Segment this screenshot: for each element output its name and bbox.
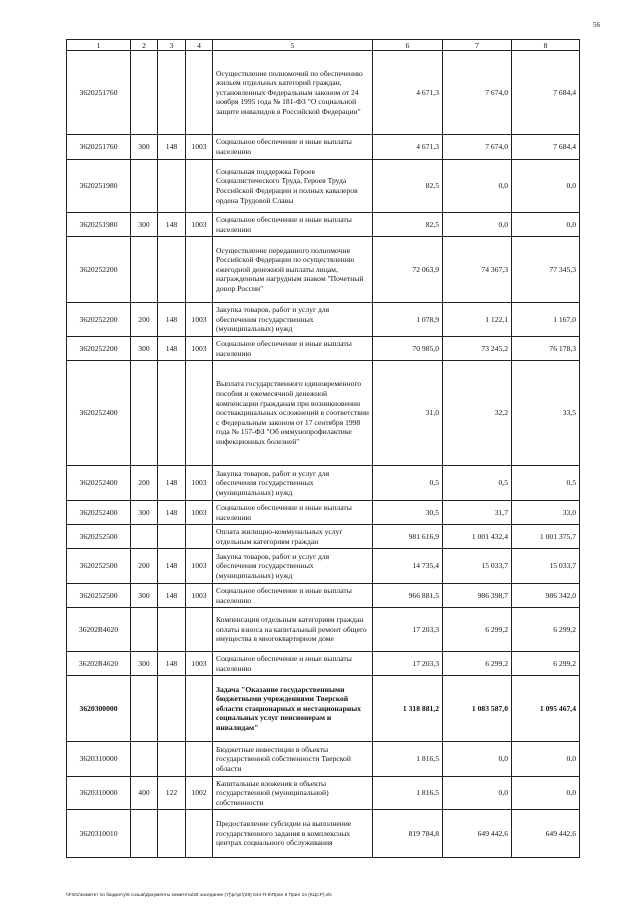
target-article-code-cell: 3620252400 <box>67 361 131 466</box>
target-article-code-cell: 3620310000 <box>67 777 131 810</box>
description-cell: Социальное обеспечение и иные выплаты населению <box>213 337 373 361</box>
section-code-cell <box>186 361 213 466</box>
description-cell: Капитальные вложения в объекты государственной (муниципальной) собственности <box>213 777 373 810</box>
expense-type-cell: 400 <box>131 777 158 810</box>
target-article-code-cell: 3620251980 <box>67 213 131 237</box>
admin-code-cell: 148 <box>158 584 186 608</box>
description-cell: Социальное обеспечение и иные выплаты населению <box>213 501 373 525</box>
admin-code-cell: 148 <box>158 501 186 525</box>
description-cell: Компенсация отдельным категориям граждан оплаты взноса на капитальный ремонт общего имущества в многоквартирном доме <box>213 608 373 652</box>
admin-code-cell: 148 <box>158 303 186 337</box>
amount-2019-cell: 76 178,3 <box>512 337 580 361</box>
target-article-code-cell: 36202R4620 <box>67 652 131 676</box>
table-row <box>67 777 580 810</box>
section-code-cell <box>186 676 213 742</box>
expense-type-cell <box>131 742 158 777</box>
admin-code-cell: 148 <box>158 337 186 361</box>
amount-2019-cell: 6 299,2 <box>512 608 580 652</box>
table-row <box>67 51 580 135</box>
amount-2018-cell: 15 033,7 <box>443 549 512 584</box>
description-cell: Социальная поддержка Героев Социалистического Труда, Героев Труда Российской Федерации и полных кавалеров ордена Трудовой Славы <box>213 160 373 213</box>
table-row <box>67 810 580 858</box>
amount-2019-cell: 33,0 <box>512 501 580 525</box>
header-row <box>67 40 580 51</box>
target-article-code-cell: 3620252400 <box>67 501 131 525</box>
target-article-code-cell: 36202R4620 <box>67 608 131 652</box>
table-row <box>67 501 580 525</box>
section-code-cell: 1003 <box>186 584 213 608</box>
table-row <box>67 549 580 584</box>
expense-type-cell: 300 <box>131 584 158 608</box>
amount-2018-cell: 0,0 <box>443 213 512 237</box>
description-cell: Задача "Оказание государственными бюджетными учреждениями Тверской области стационарных и нестационарных социальных услуг пенсионерам и инвалидам" <box>213 676 373 742</box>
description-cell: Закупка товаров, работ и услуг для обеспечения государственных (муниципальных) нужд <box>213 549 373 584</box>
section-code-cell: 1003 <box>186 303 213 337</box>
admin-code-cell <box>158 51 186 135</box>
expense-type-cell: 300 <box>131 337 158 361</box>
amount-2018-cell: 0,0 <box>443 160 512 213</box>
budget-table <box>66 39 580 858</box>
target-article-code-cell: 3620300000 <box>67 676 131 742</box>
admin-code-cell: 122 <box>158 777 186 810</box>
description-cell: Социальное обеспечение и иные выплаты населению <box>213 213 373 237</box>
amount-2018-cell: 7 674,0 <box>443 51 512 135</box>
amount-2017-cell: 1 816,5 <box>373 777 443 810</box>
amount-2019-cell: 0,0 <box>512 160 580 213</box>
amount-2017-cell: 14 735,4 <box>373 549 443 584</box>
section-code-cell: 1003 <box>186 135 213 160</box>
target-article-code-cell: 3620310000 <box>67 742 131 777</box>
expense-type-cell <box>131 810 158 858</box>
header-cell: 7 <box>443 40 512 51</box>
admin-code-cell <box>158 525 186 549</box>
section-code-cell <box>186 51 213 135</box>
amount-2017-cell: 0,5 <box>373 466 443 501</box>
header-cell: 6 <box>373 40 443 51</box>
amount-2019-cell: 33,5 <box>512 361 580 466</box>
header-cell: 3 <box>158 40 186 51</box>
header-cell: 5 <box>213 40 373 51</box>
table-row <box>67 525 580 549</box>
amount-2017-cell: 966 881,5 <box>373 584 443 608</box>
description-cell: Осуществление полномочий по обеспечению жильем отдельных категорий граждан, установленных Федеральным законом от 24 ноября 1995 года № 181-ФЗ "О социальной защите инвалидов в Российской Федерации" <box>213 51 373 135</box>
section-code-cell: 1003 <box>186 213 213 237</box>
table-row <box>67 584 580 608</box>
admin-code-cell: 148 <box>158 652 186 676</box>
amount-2019-cell: 0,5 <box>512 466 580 501</box>
target-article-code-cell: 3620310010 <box>67 810 131 858</box>
page-number: 56 <box>593 21 600 29</box>
amount-2018-cell: 1 122,1 <box>443 303 512 337</box>
amount-2017-cell: 82,5 <box>373 213 443 237</box>
section-code-cell: 1003 <box>186 501 213 525</box>
section-code-cell: 1002 <box>186 777 213 810</box>
amount-2019-cell: 0,0 <box>512 742 580 777</box>
table-row <box>67 742 580 777</box>
amount-2018-cell: 32,2 <box>443 361 512 466</box>
amount-2018-cell: 0,5 <box>443 466 512 501</box>
section-code-cell: 1003 <box>186 337 213 361</box>
amount-2018-cell: 7 674,0 <box>443 135 512 160</box>
description-cell: Социальное обеспечение и иные выплаты населению <box>213 584 373 608</box>
admin-code-cell <box>158 742 186 777</box>
section-code-cell <box>186 810 213 858</box>
amount-2019-cell: 0,0 <box>512 777 580 810</box>
amount-2018-cell: 74 367,3 <box>443 237 512 303</box>
admin-code-cell <box>158 810 186 858</box>
description-cell: Социальное обеспечение и иные выплаты населению <box>213 135 373 160</box>
admin-code-cell: 148 <box>158 135 186 160</box>
table-row <box>67 135 580 160</box>
amount-2019-cell: 7 684,4 <box>512 135 580 160</box>
expense-type-cell <box>131 361 158 466</box>
amount-2017-cell: 4 671,3 <box>373 51 443 135</box>
admin-code-cell <box>158 608 186 652</box>
target-article-code-cell: 3620251760 <box>67 51 131 135</box>
section-code-cell: 1003 <box>186 466 213 501</box>
table-row <box>67 337 580 361</box>
target-article-code-cell: 3620252500 <box>67 549 131 584</box>
target-article-code-cell: 3620252200 <box>67 337 131 361</box>
section-code-cell: 1003 <box>186 652 213 676</box>
amount-2017-cell: 82,5 <box>373 160 443 213</box>
expense-type-cell <box>131 608 158 652</box>
description-cell: Осуществление переданного полномочия Российской Федерации по осуществлению ежегодной денежной выплаты лицам, награжденным нагрудным знаком "Почетный донор России" <box>213 237 373 303</box>
header-cell: 2 <box>131 40 158 51</box>
target-article-code-cell: 3620252400 <box>67 466 131 501</box>
expense-type-cell: 200 <box>131 303 158 337</box>
section-code-cell: 1003 <box>186 549 213 584</box>
file-path-footer: \\Fs01\комитет по бюджету\6 созыв\Документы комитета\28 заседание (7)\рг\рг\(28) 544-П-6\Прил 8 Прил 14 (КЦСР).xls <box>66 893 332 898</box>
amount-2017-cell: 31,0 <box>373 361 443 466</box>
amount-2017-cell: 70 985,0 <box>373 337 443 361</box>
target-article-code-cell: 3620252200 <box>67 303 131 337</box>
description-cell: Социальное обеспечение и иные выплаты населению <box>213 652 373 676</box>
expense-type-cell <box>131 676 158 742</box>
target-article-code-cell: 3620252200 <box>67 237 131 303</box>
expense-type-cell <box>131 51 158 135</box>
amount-2018-cell: 986 398,7 <box>443 584 512 608</box>
amount-2018-cell: 31,7 <box>443 501 512 525</box>
admin-code-cell: 148 <box>158 549 186 584</box>
amount-2018-cell: 73 245,2 <box>443 337 512 361</box>
amount-2019-cell: 1 095 467,4 <box>512 676 580 742</box>
amount-2017-cell: 30,5 <box>373 501 443 525</box>
amount-2018-cell: 6 299,2 <box>443 608 512 652</box>
amount-2017-cell: 1 816,5 <box>373 742 443 777</box>
amount-2017-cell: 4 671,3 <box>373 135 443 160</box>
amount-2019-cell: 649 442,6 <box>512 810 580 858</box>
amount-2018-cell: 6 299,2 <box>443 652 512 676</box>
expense-type-cell: 300 <box>131 135 158 160</box>
description-cell: Бюджетные инвестиции в объекты государственной собственности Тверской области <box>213 742 373 777</box>
amount-2017-cell: 72 063,9 <box>373 237 443 303</box>
amount-2019-cell: 6 299,2 <box>512 652 580 676</box>
section-code-cell <box>186 525 213 549</box>
amount-2019-cell: 986 342,0 <box>512 584 580 608</box>
table-row <box>67 676 580 742</box>
amount-2017-cell: 1 078,9 <box>373 303 443 337</box>
admin-code-cell: 148 <box>158 213 186 237</box>
description-cell: Оплата жилищно-коммунальных услуг отдельным категориям граждан <box>213 525 373 549</box>
amount-2019-cell: 1 167,0 <box>512 303 580 337</box>
header-cell: 1 <box>67 40 131 51</box>
expense-type-cell <box>131 525 158 549</box>
description-cell: Предоставление субсидии на выполнение государственного задания в комплексных центрах социального обслуживания <box>213 810 373 858</box>
table-row <box>67 466 580 501</box>
amount-2019-cell: 77 345,3 <box>512 237 580 303</box>
admin-code-cell <box>158 160 186 213</box>
amount-2017-cell: 17 203,3 <box>373 608 443 652</box>
section-code-cell <box>186 160 213 213</box>
admin-code-cell: 148 <box>158 466 186 501</box>
description-cell: Закупка товаров, работ и услуг для обеспечения государственных (муниципальных) нужд <box>213 466 373 501</box>
amount-2019-cell: 15 033,7 <box>512 549 580 584</box>
expense-type-cell <box>131 160 158 213</box>
expense-type-cell: 300 <box>131 652 158 676</box>
amount-2018-cell: 649 442,6 <box>443 810 512 858</box>
admin-code-cell <box>158 676 186 742</box>
amount-2019-cell: 1 001 375,7 <box>512 525 580 549</box>
section-code-cell <box>186 742 213 777</box>
amount-2018-cell: 0,0 <box>443 742 512 777</box>
amount-2019-cell: 0,0 <box>512 213 580 237</box>
table-row <box>67 213 580 237</box>
amount-2018-cell: 1 001 432,4 <box>443 525 512 549</box>
target-article-code-cell: 3620252500 <box>67 584 131 608</box>
amount-2017-cell: 17 203,3 <box>373 652 443 676</box>
amount-2018-cell: 1 083 587,0 <box>443 676 512 742</box>
table-row <box>67 361 580 466</box>
admin-code-cell <box>158 361 186 466</box>
section-code-cell <box>186 608 213 652</box>
target-article-code-cell: 3620251980 <box>67 160 131 213</box>
description-cell: Закупка товаров, работ и услуг для обеспечения государственных (муниципальных) нужд <box>213 303 373 337</box>
table-row <box>67 303 580 337</box>
section-code-cell <box>186 237 213 303</box>
header-cell: 8 <box>512 40 580 51</box>
header-cell: 4 <box>186 40 213 51</box>
table-row <box>67 160 580 213</box>
expense-type-cell <box>131 237 158 303</box>
expense-type-cell: 200 <box>131 549 158 584</box>
amount-2019-cell: 7 684,4 <box>512 51 580 135</box>
expense-type-cell: 300 <box>131 501 158 525</box>
table-row <box>67 652 580 676</box>
expense-type-cell: 300 <box>131 213 158 237</box>
expense-type-cell: 200 <box>131 466 158 501</box>
admin-code-cell <box>158 237 186 303</box>
amount-2017-cell: 981 616,9 <box>373 525 443 549</box>
table-row <box>67 608 580 652</box>
table-row <box>67 237 580 303</box>
description-cell: Выплата государственного единовременного пособия и ежемесячной денежной компенсации гражданам при возникновении поствакцинальных осложнений в соответствии с Федеральным законом от 17 сентября 1998 года № 157-ФЗ "Об иммунопрофилактике инфекционных болезней" <box>213 361 373 466</box>
target-article-code-cell: 3620251760 <box>67 135 131 160</box>
amount-2018-cell: 0,0 <box>443 777 512 810</box>
amount-2017-cell: 1 318 881,2 <box>373 676 443 742</box>
amount-2017-cell: 819 784,8 <box>373 810 443 858</box>
target-article-code-cell: 3620252500 <box>67 525 131 549</box>
